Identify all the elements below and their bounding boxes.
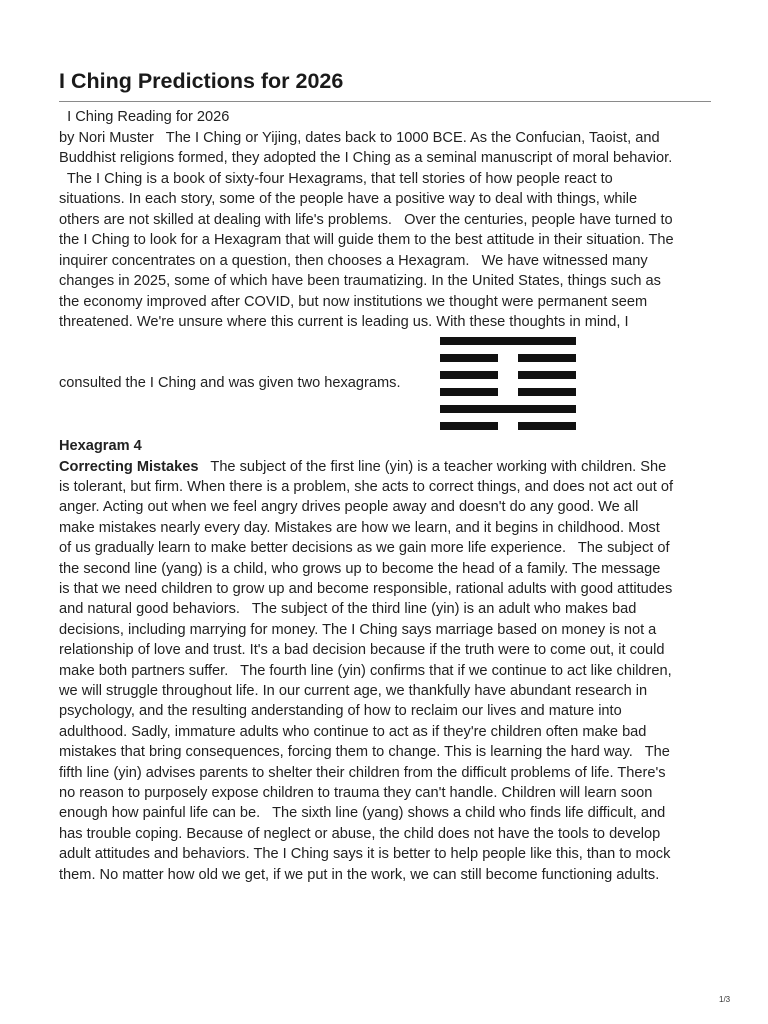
hexagram-line: make both partners suffer. The fourth line (yin) confirms that if we continue to act like children, (59, 662, 672, 679)
intro-line: the I Ching to look for a Hexagram that will guide them to the best attitude in their situation. The (59, 232, 674, 248)
hexagram-line: psychology, and the resulting anderstanding of how to reclaim our lives and mature into (59, 703, 622, 720)
intro-line: by Nori Muster The I Ching or Yijing, dates back to 1000 BCE. As the Confucian, Taoist, and (59, 129, 660, 146)
intro-line: Buddhist religions formed, they adopted the I Ching as a seminal manuscript of moral behavior. (59, 150, 673, 166)
hexagram-yang-line (440, 405, 576, 413)
hexagram-line: adult attitudes and behaviors. The I Ching says it is better to help people like this, than to mock (59, 846, 671, 863)
hexagram-line: mistakes that bring consequences, forcing them to change. This is learning the hard way. The (59, 744, 670, 761)
hexagram-yang-line (440, 337, 576, 345)
hexagram-line: make mistakes nearly every day. Mistakes are how we learn, and it begins in childhood. Most (59, 519, 660, 536)
hexagram-yin-segment (440, 422, 498, 430)
hexagram-line: and natural good behaviors. The subject of the third line (yin) is an adult who makes bad (59, 601, 637, 618)
hexagram-subheading: Correcting Mistakes (59, 458, 199, 475)
hexagram-line: decisions, including marrying for money. The I Ching says marriage based on money is not a (59, 621, 657, 638)
hexagram-line: we will struggle throughout life. In our current age, we thankfully have abundant research in (59, 683, 648, 699)
hexagram-line: is that we need children to grow up and become responsible, rational adults with good attitudes (59, 581, 673, 597)
hexagram-line: of us gradually learn to make better decisions as we gain more life experience. The subject of (59, 540, 670, 557)
hexagram-yin-segment (440, 388, 498, 396)
hexagram-yin-segment (440, 371, 498, 379)
hexagram-line: is tolerant, but firm. When there is a problem, she acts to correct things, and does not act out of (59, 479, 674, 495)
intro-line: threatened. We're unsure where this current is leading us. With these thoughts in mind, I (59, 314, 629, 330)
hexagram-line: the second line (yang) is a child, who grows up to become the head of a family. The message (59, 560, 661, 577)
hexagram-line: has trouble coping. Because of neglect or abuse, the child does not have the tools to develop (59, 825, 661, 842)
hexagram-image (436, 333, 580, 437)
hexagram-line: no reason to purposely expose children to trauma they can't handle. Children will learn soon (59, 785, 653, 801)
hexagram-yin-segment (518, 422, 576, 430)
hexagram-yin-segment (518, 354, 576, 362)
hexagram-line: anger. Acting out when we feel angry drives people away and doesn't do any good. We all (59, 499, 639, 516)
page-number: 1/3 (719, 995, 731, 1004)
intro-line: situations. In each story, some of the people have a positive way to deal with things, while (59, 191, 638, 207)
hexagram-yin-segment (518, 388, 576, 396)
hexagram-line: them. No matter how old we get, if we put in the work, we can still become functioning adults. (59, 866, 660, 883)
hexagram-first-line-text: The subject of the first line (yin) is a teacher working with children. She (198, 458, 667, 475)
hexagram-line: adulthood. Sadly, immature adults who continue to act as if they're children often make bad (59, 723, 647, 740)
hexagram-line: fifth line (yin) advises parents to shelter their children from the difficult problems of life. There's (59, 764, 666, 781)
after-image-line: consulted the I Ching and was given two hexagrams. (59, 375, 401, 391)
hexagram-yin-segment (518, 371, 576, 379)
intro-line: changes in 2025, some of which have been traumatizing. In the United States, things such as (59, 273, 661, 289)
hexagram-line: enough how painful life can be. The sixth line (yang) shows a child who finds life difficult, and (59, 805, 666, 822)
page-title: I Ching Predictions for 2026 (59, 69, 344, 93)
hexagram-line: relationship of love and trust. It's a bad decision because if the truth were to come out, it could (59, 642, 665, 659)
hexagram-yin-segment (440, 354, 498, 362)
intro-line: the economy improved after COVID, but now institutions we thought were permanent seem (59, 293, 648, 310)
intro-line: I Ching Reading for 2026 (59, 109, 230, 125)
hexagram-heading: Hexagram 4 (59, 438, 142, 454)
title-divider (59, 101, 711, 102)
hexagram-first-line (59, 457, 666, 477)
intro-line: others are not skilled at dealing with life's problems. Over the centuries, people have turned to (59, 211, 673, 228)
intro-line: inquirer concentrates on a question, then chooses a Hexagram. We have witnessed many (59, 252, 648, 269)
intro-line: The I Ching is a book of sixty-four Hexagrams, that tell stories of how people react to (59, 170, 613, 187)
